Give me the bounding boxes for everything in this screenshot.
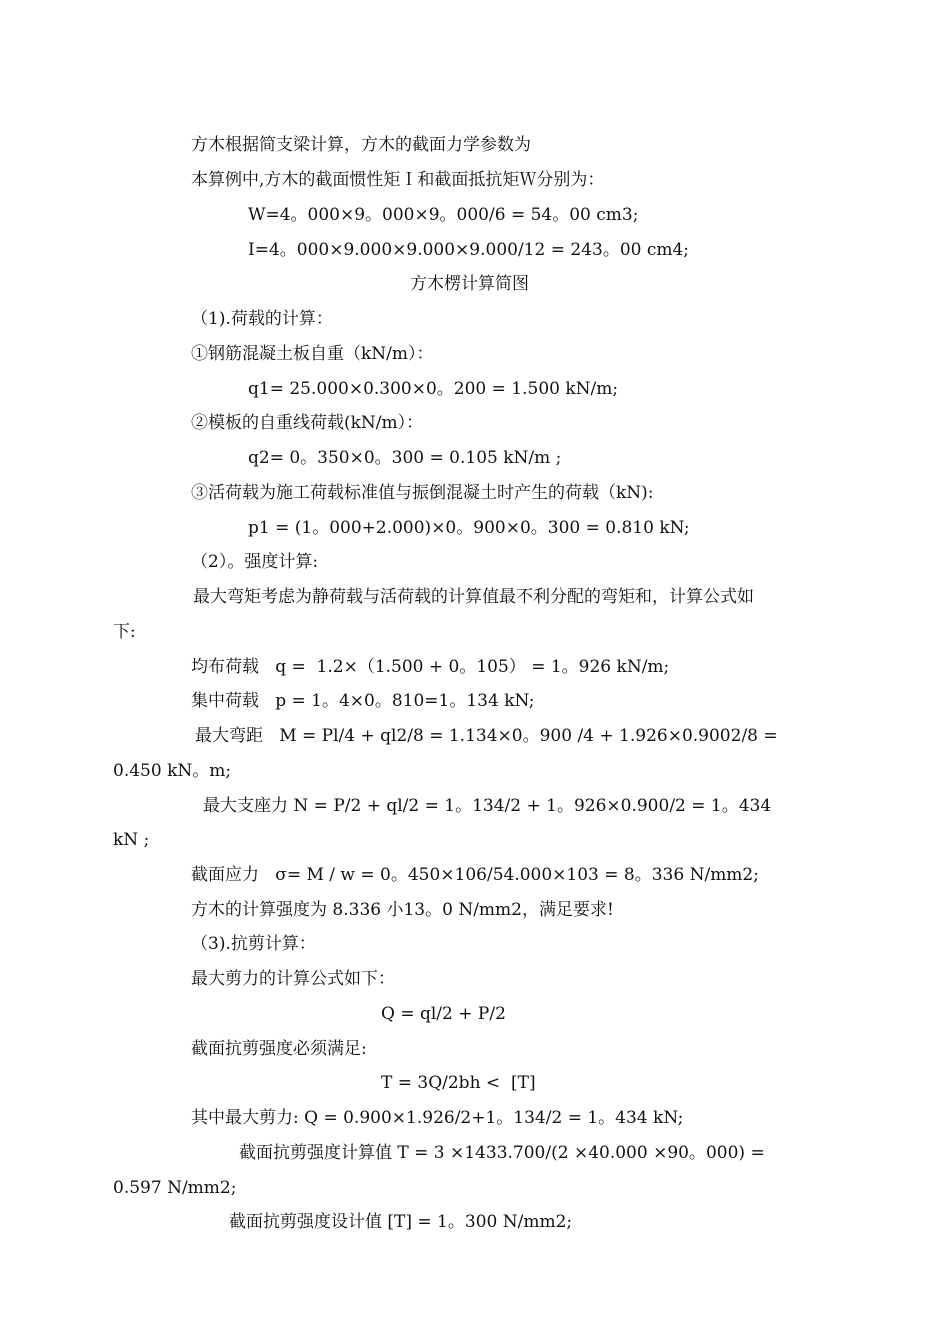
text-line: ①钢筋混凝土板自重（kN/m）： <box>191 344 434 364</box>
formula-line: 截面抗剪强度计算值 T = 3 ×1433.700/(2 ×40.000 ×90。000) = <box>239 1143 765 1163</box>
text-line: 最大剪力的计算公式如下： <box>191 969 395 989</box>
section-heading: （1).荷载的计算： <box>191 309 333 329</box>
text-line: 方木的计算强度为 8.336 小13。0 N/mm2，满足要求! <box>191 900 614 920</box>
formula-line: 截面应力 σ= M / w = 0。450×106/54.000×103 = 8。336 N/mm2; <box>191 865 759 885</box>
text-line: 方木根据简支梁计算，方木的截面力学参数为 <box>191 135 531 155</box>
formula-line: kN ; <box>113 830 150 850</box>
section-heading: （3).抗剪计算： <box>191 934 316 954</box>
figure-caption: 方木楞计算简图 <box>410 274 529 294</box>
text-line: ③活荷载为施工荷载标准值与振倒混凝土时产生的荷载（kN): <box>191 483 654 503</box>
text-line: 最大弯矩考虑为静荷载与活荷载的计算值最不利分配的弯矩和，计算公式如 <box>193 587 754 607</box>
formula-line: 集中荷载 p = 1。4×0。810=1。134 kN; <box>191 691 535 711</box>
text-line: 下: <box>113 622 136 642</box>
text-line: 截面抗剪强度必须满足: <box>191 1039 367 1059</box>
formula-line: Q = ql/2 + P/2 <box>381 1004 506 1024</box>
formula-line: T = 3Q/2bh < [T] <box>381 1073 536 1093</box>
formula-line: 均布荷载 q = 1.2×（1.500 + 0。105） = 1。926 kN/m; <box>191 657 670 677</box>
formula-line: 0.450 kN。m; <box>113 761 232 781</box>
formula-line: I=4。000×9.000×9.000×9.000/12 = 243。00 cm4; <box>248 240 690 260</box>
formula-line: W=4。000×9。000×9。000/6 = 54。00 cm3; <box>248 205 639 225</box>
formula-line: q2= 0。350×0。300 = 0.105 kN/m ; <box>248 448 562 468</box>
formula-line: 其中最大剪力: Q = 0.900×1.926/2+1。134/2 = 1。434 kN; <box>191 1108 684 1128</box>
formula-line: 最大支座力 N = P/2 + ql/2 = 1。134/2 + 1。926×0.900/2 = 1。434 <box>203 796 772 816</box>
formula-line: p1 = (1。000+2.000)×0。900×0。300 = 0.810 kN; <box>248 518 690 538</box>
formula-line: 最大弯距 M = Pl/4 + ql2/8 = 1.134×0。900 /4 + 1.926×0.9002/8 = <box>195 726 778 746</box>
text-line: ②模板的自重线荷载(kN/m）： <box>191 413 424 433</box>
formula-line: 0.597 N/mm2; <box>113 1178 237 1198</box>
text-line: 本算例中,方木的截面惯性矩Ｉ和截面抵抗矩Ｗ分别为： <box>191 170 605 190</box>
formula-line: 截面抗剪强度设计值 [T] = 1。300 N/mm2; <box>229 1212 573 1232</box>
section-heading: （2）。强度计算: <box>191 552 319 572</box>
formula-line: q1= 25.000×0.300×0。200 = 1.500 kN/m; <box>248 379 619 399</box>
